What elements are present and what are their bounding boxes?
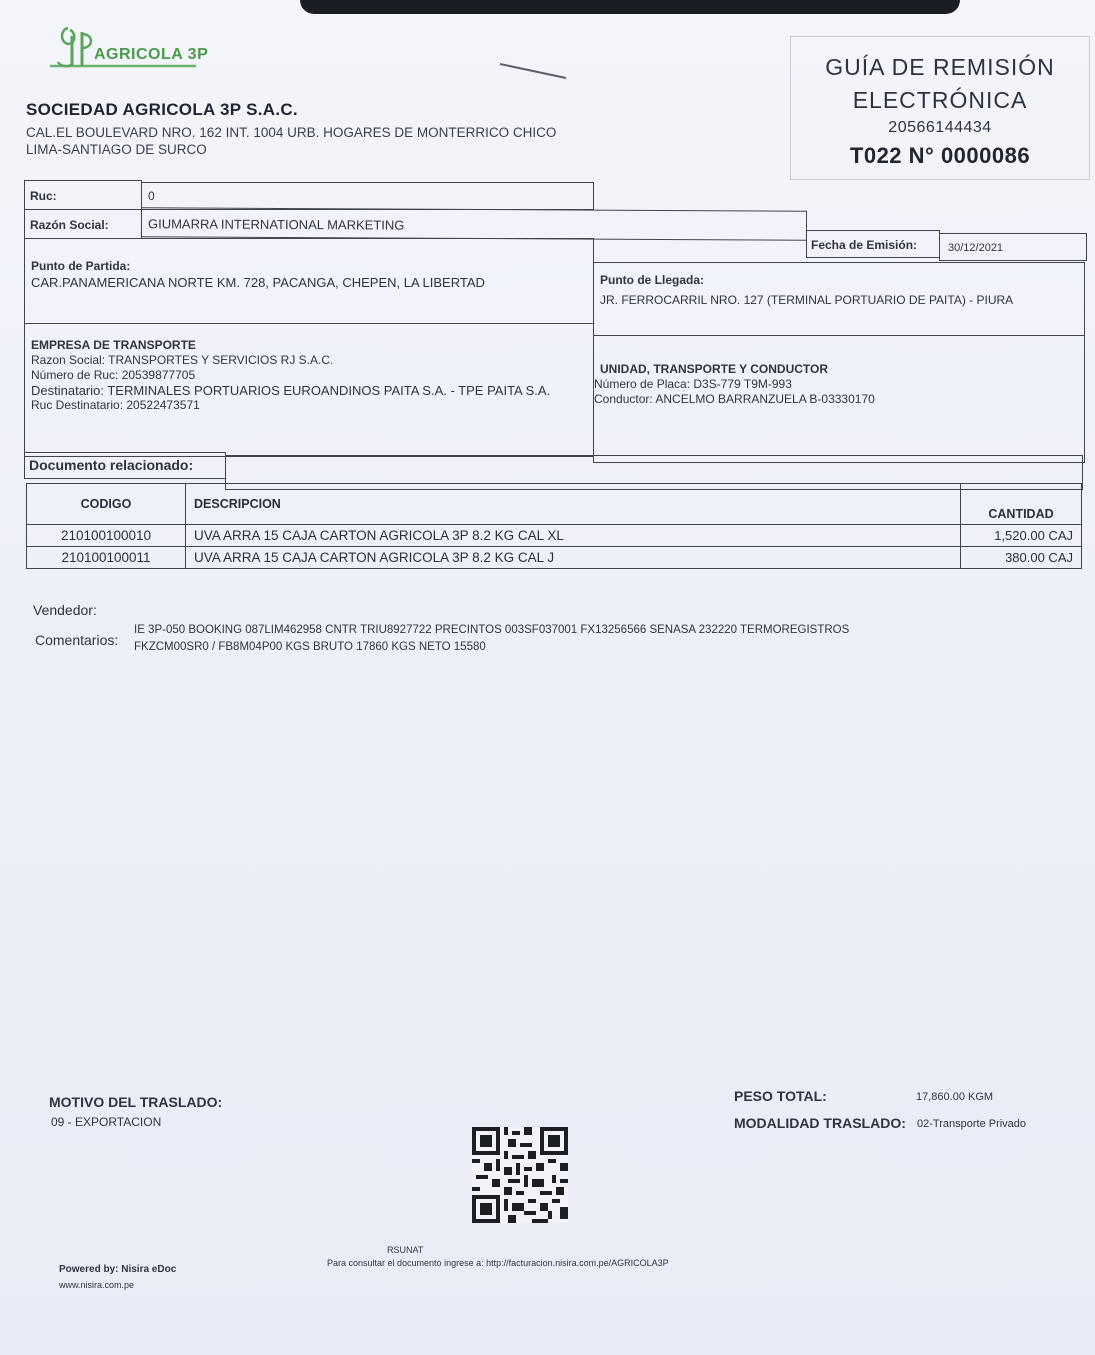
rsunat-text: RSUNAT [387,1245,424,1255]
guia-title [791,51,1089,117]
logo-text: AGRICOLA 3P [94,46,209,63]
col-cantidad: CANTIDAD [961,484,1082,525]
transport-cell [24,323,594,457]
row-codigo: 210100100010 [27,525,186,547]
unit-conductor: Conductor: ANCELMO BARRANZUELA B-03330170 [594,392,875,406]
transport-title: EMPRESA DE TRANSPORTE [31,338,196,352]
transport-ruc: Número de Ruc: 20539877705 [31,368,196,382]
motivo-label: MOTIVO DEL TRASLADO: [49,1094,223,1110]
partida-cell [24,238,594,324]
ruc-label: Ruc: [30,189,57,203]
modalidad-value: 02-Transporte Privado [917,1118,1027,1130]
comentarios-line-2: FKZCM00SR0 / FB8M04P00 KGS BRUTO 17860 KGS NETO 15580 [134,641,486,653]
qr-code-icon [472,1127,568,1223]
table-row [27,525,1082,547]
guia-title-line-2: ELECTRÓNICA [852,87,1028,113]
fecha-label-cell [806,230,940,258]
row-descripcion: UVA ARRA 15 CAJA CARTON AGRICOLA 3P 8.2 KG CAL J [186,547,961,569]
fecha-label: Fecha de Emisión: [811,238,918,252]
ruc-value-cell [141,182,594,210]
razon-label-cell [24,209,142,239]
comentarios-text [134,622,849,656]
razon-value-cell [141,207,807,240]
row-descripcion: UVA ARRA 15 CAJA CARTON AGRICOLA 3P 8.2 KG CAL XL [186,525,961,547]
website-link[interactable]: www.nisira.com.pe [59,1280,135,1290]
table-row [27,547,1082,569]
guia-number: T022 N° 0000086 [849,143,1031,168]
partida-label: Punto de Partida: [31,259,131,273]
unit-title: UNIDAD, TRANSPORTE Y CONDUCTOR [600,362,829,376]
row-codigo: 210100100011 [27,547,186,569]
llegada-cell [593,262,1085,336]
vendedor-label: Vendedor: [33,602,97,618]
llegada-label: Punto de Llegada: [600,273,705,287]
ruc-label-cell [24,180,142,210]
transport-block [31,338,550,413]
comentarios-line-1: IE 3P-050 BOOKING 087LIM462958 CNTR TRIU8927722 PRECINTOS 003SF037001 FX13256566 SENASA 232220 TERMOREGISTROS [134,624,850,636]
doc-rel-label-cell [24,452,226,479]
comentarios-label: Comentarios: [35,632,119,648]
modalidad-label: MODALIDAD TRASLADO: [734,1115,906,1131]
company-name: SOCIEDAD AGRICOLA 3P S.A.C. [26,100,298,119]
fecha-value: 30/12/2021 [948,242,1004,254]
fecha-value-cell [939,233,1087,261]
powered-by: Powered by: Nisira eDoc [59,1264,177,1275]
peso-value: 17,860.00 KGM [916,1091,994,1103]
transport-destinatario: Destinatario: TERMINALES PORTUARIOS EUROANDINOS PAITA S.A. - TPE PAITA S.A. [31,383,551,398]
clipboard-clip [300,0,960,14]
guia-box [790,36,1090,180]
peso-label: PESO TOTAL: [734,1088,827,1104]
doc-rel-label: Documento relacionado: [29,457,194,473]
unit-cell [593,335,1085,463]
col-codigo: CODIGO [27,484,186,525]
guia-ruc: 20566144434 [888,119,992,136]
partida-value: CAR.PANAMERICANA NORTE KM. 728, PACANGA, CHEPEN, LA LIBERTAD [31,275,485,290]
items-header-row [27,484,1082,525]
row-cantidad: 380.00 CAJ [961,547,1082,569]
consulta-text: Para consultar el documento ingrese a: http://facturacion.nisira.com.pe/AGRICOLA3P [327,1258,669,1268]
address-line-2: LIMA-SANTIAGO DE SURCO [26,142,207,157]
company-address [26,124,556,158]
guia-title-line-1: GUÍA DE REMISIÓN [825,54,1055,80]
razon-label: Razón Social: [30,218,109,232]
address-line-1: CAL.EL BOULEVARD NRO. 162 INT. 1004 URB. HOGARES DE MONTERRICO CHICO [26,125,557,140]
transport-razon: Razon Social: TRANSPORTES Y SERVICIOS RJ S.A.C. [31,353,334,367]
col-descripcion: DESCRIPCION [186,484,961,525]
razon-value: GIUMARRA INTERNATIONAL MARKETING [147,216,405,233]
unit-block [594,362,875,407]
row-cantidad: 1,520.00 CAJ [961,525,1082,547]
ruc-value: 0 [148,189,155,203]
transport-ruc-dest: Ruc Destinatario: 20522473571 [31,398,200,412]
items-table [26,483,1082,569]
unit-placa: Número de Placa: D3S-779 T9M-993 [594,377,792,391]
llegada-value: JR. FERROCARRIL NRO. 127 (TERMINAL PORTUARIO DE PAITA) - PIURA [600,293,1014,307]
pen-mark [498,60,570,82]
motivo-value: 09 - EXPORTACION [51,1115,162,1129]
